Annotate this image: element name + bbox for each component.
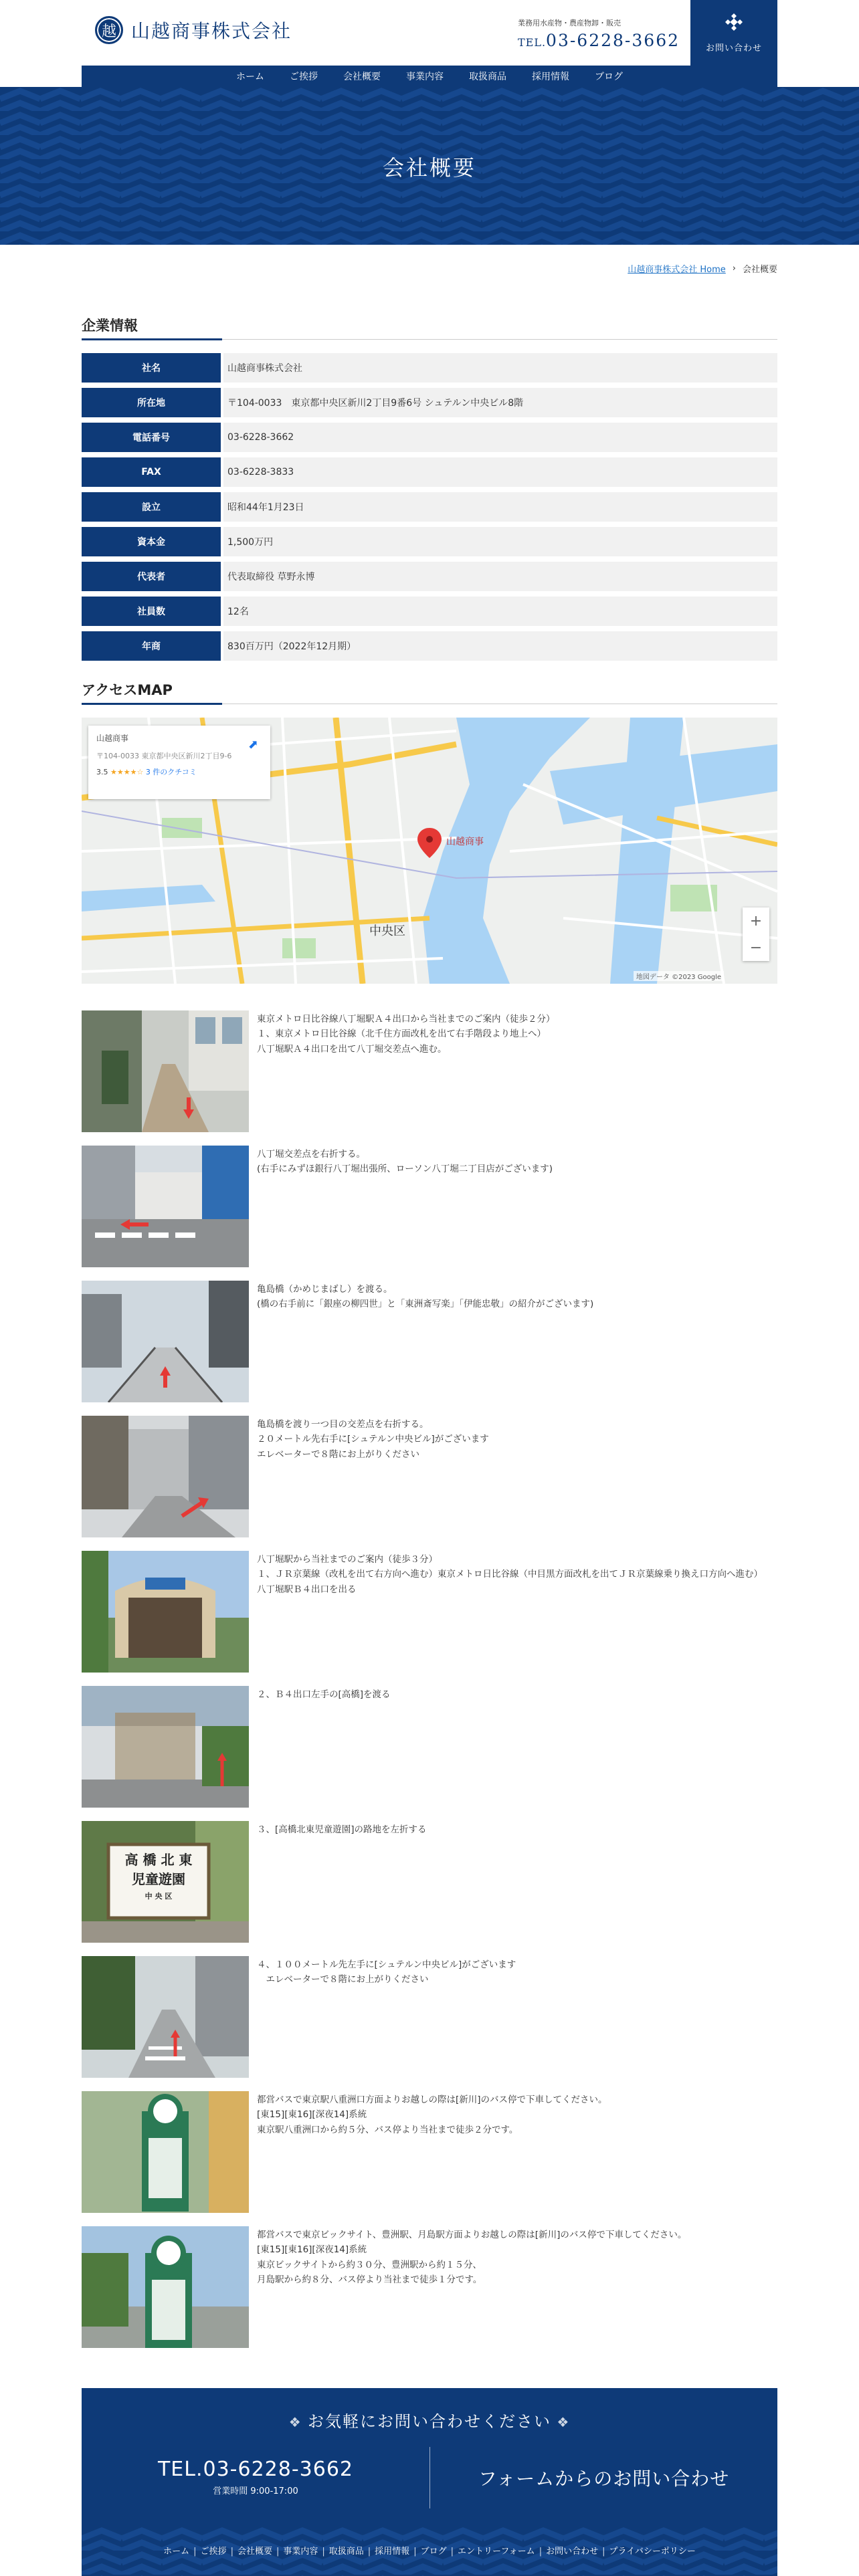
contact-cta: [82, 2388, 777, 2527]
direction-step: [82, 1416, 777, 1537]
step-photo: [82, 1821, 249, 1943]
step-text: ４、１００メートル先左手に[シュテルン中央ビル]がございます エレベーターで８階にお上がりください: [257, 1959, 516, 1985]
step-text: 八丁堀交差点を右折する。 (右手にみずほ銀行八丁堀出張所、ローソン八丁堀二丁目店がございます): [257, 1149, 553, 1175]
footer-separator: |: [602, 2547, 605, 2557]
info-label: 社員数: [82, 597, 221, 626]
step-photo: [82, 1281, 249, 1402]
step-text: 都営バスで東京駅八重洲口方面よりお越しの際は[新川]のバス停で下車してください。 [東15][東16][深夜14]系統 東京駅八重洲口から約５分、バス停より当社まで徒歩２分です。: [257, 2095, 607, 2135]
header-tel[interactable]: [518, 31, 680, 50]
footer-separator: |: [322, 2547, 325, 2557]
nav-company[interactable]: 会社概要: [343, 72, 381, 82]
page-title: 会社概要: [382, 155, 476, 181]
contact-button-label: お問い合わせ: [705, 43, 762, 53]
cta-tel-block[interactable]: [82, 2458, 430, 2496]
breadcrumb: [82, 245, 777, 285]
step-photo: [82, 1146, 249, 1267]
info-label: 代表者: [82, 562, 221, 591]
cta-title-text: お気軽にお問い合わせください: [308, 2412, 551, 2431]
info-label: 社名: [82, 353, 221, 383]
cta-hours: 営業時間 9:00-17:00: [213, 2486, 298, 2496]
direction-step: [82, 1821, 777, 1943]
nav-recruit[interactable]: 採用情報: [532, 72, 569, 82]
footer-separator: |: [413, 2547, 417, 2557]
chevron-right-icon: ›: [732, 263, 736, 274]
step-photo: [82, 1416, 249, 1537]
site-footer: [82, 2527, 777, 2576]
map-district-label: 中央区: [369, 924, 405, 938]
info-row: [82, 597, 777, 626]
info-value: 〒104-0033 東京都中央区新川2丁目9番6号 シュテルン中央ビル8階: [223, 388, 777, 417]
tel-prefix: TEL.: [517, 36, 547, 49]
info-label: 所在地: [82, 388, 221, 417]
header-tagline: 業務用水産物・農産物卸・販売: [517, 19, 621, 27]
footer-separator: |: [230, 2547, 233, 2557]
access-title: アクセスMAP: [82, 679, 777, 704]
nav-home[interactable]: ホーム: [236, 72, 264, 82]
footer-separator: |: [367, 2547, 371, 2557]
footer-link[interactable]: 事業内容: [283, 2547, 318, 2557]
step-photo: [82, 1010, 249, 1132]
zoom-in-button[interactable]: +: [749, 912, 763, 930]
direction-step: [82, 1956, 777, 2078]
cta-form-link[interactable]: フォームからのお問い合わせ: [478, 2468, 730, 2490]
footer-separator: |: [450, 2547, 454, 2557]
step-text: 亀島橋を渡り一つ目の交差点を右折する。 ２０メートル先右手に[シュテルン中央ビル]がございます エレベーターで８階にお上がりください: [257, 1419, 489, 1460]
direction-step: [82, 1010, 777, 1132]
info-row: [82, 527, 777, 556]
cta-tel: TEL.03-6228-3662: [157, 2458, 354, 2481]
footer-link[interactable]: ホーム: [163, 2547, 190, 2557]
nav-business[interactable]: 事業内容: [406, 72, 444, 82]
map-rating-value: 3.5: [96, 768, 108, 776]
map-place-card[interactable]: [88, 726, 270, 799]
diamond-ornament-icon: ❖: [551, 2414, 571, 2430]
info-row: [82, 631, 777, 661]
google-map[interactable]: [82, 718, 777, 984]
map-zoom-control: [743, 907, 769, 961]
page-hero: [0, 87, 859, 245]
info-value: 830百万円（2022年12月期）: [223, 631, 777, 661]
sign-line: 児童遊園: [132, 1871, 185, 1887]
info-row: [82, 388, 777, 417]
info-row: [82, 562, 777, 591]
info-label: 設立: [82, 492, 221, 522]
header-contact-button[interactable]: [690, 0, 777, 66]
nav-greeting[interactable]: ご挨拶: [290, 72, 318, 82]
footer-separator: |: [193, 2547, 197, 2557]
info-value: 1,500万円: [223, 527, 777, 556]
info-value: 03-6228-3662: [223, 423, 777, 452]
directions-steps: [82, 1010, 777, 2348]
cta-title: [82, 2408, 777, 2432]
company-info-title: 企業情報: [82, 315, 777, 340]
step-text: ３、[高橋北東児童遊園]の路地を左折する: [257, 1824, 427, 1835]
site-logo[interactable]: [95, 16, 292, 44]
header-tel-block: [518, 0, 690, 66]
direction-step: [82, 2091, 777, 2213]
footer-link[interactable]: ご挨拶: [200, 2547, 227, 2557]
step-photo: [82, 2226, 249, 2348]
company-info-table: [82, 353, 777, 661]
map-rating: [96, 766, 262, 777]
access-section: [82, 679, 777, 984]
star-rating-icon: ★★★★☆: [110, 768, 144, 776]
sign-line: 高 橋 北 東: [124, 1852, 193, 1868]
sign-line: 中 央 区: [145, 1892, 173, 1901]
company-name: 山越商事株式会社: [131, 20, 292, 42]
footer-link[interactable]: エントリーフォーム: [457, 2547, 535, 2557]
site-header: [82, 0, 777, 66]
step-text: ２、Ｂ４出口左手の[高橋]を渡る: [257, 1689, 391, 1700]
company-info-section: [82, 315, 777, 661]
step-photo: [82, 2091, 249, 2213]
info-value: 12名: [223, 597, 777, 626]
info-value: 03-6228-3833: [223, 457, 777, 487]
tel-number: 03-6228-3662: [546, 31, 680, 50]
map-reviews-link[interactable]: 3 件のクチコミ: [145, 768, 197, 776]
footer-links: [82, 2544, 777, 2557]
direction-step: [82, 2226, 777, 2348]
step-text: 都営バスで東京ビックサイト、豊洲駅、月島駅方面よりお越しの際は[新川]のバス停で下車してください。 [東15][東16][深夜14]系統 東京ビックサイトから約３０分、豊洲駅から約１５分、 月島駅から約８分、バス停より当社まで徒歩１分です。: [257, 2230, 687, 2285]
park-sign-text: [111, 1849, 206, 1901]
info-label: 資本金: [82, 527, 221, 556]
info-row: [82, 423, 777, 452]
direction-step: [82, 1146, 777, 1267]
footer-link[interactable]: プライバシーポリシー: [609, 2547, 696, 2557]
diamond-ornament-icon: ❖: [288, 2414, 308, 2430]
breadcrumb-home[interactable]: 山越商事株式会社 Home: [628, 264, 726, 275]
footer-link[interactable]: 取扱商品: [328, 2547, 364, 2557]
global-nav: [82, 66, 777, 87]
info-value: 山越商事株式会社: [223, 353, 777, 383]
map-place-address: 〒104-0033 東京都中央区新川2丁目9-6: [96, 752, 232, 760]
zoom-out-button[interactable]: −: [749, 939, 763, 956]
step-photo: [82, 1551, 249, 1673]
footer-link[interactable]: ブログ: [420, 2547, 447, 2557]
map-place-name: 山越商事: [96, 734, 129, 743]
logo-mark: 越: [95, 16, 123, 44]
footer-link[interactable]: 会社概要: [237, 2547, 272, 2557]
breadcrumb-current: 会社概要: [742, 264, 777, 275]
nav-blog[interactable]: ブログ: [595, 72, 623, 82]
map-marker-label: 山越商事: [446, 837, 484, 847]
direction-step: [82, 1281, 777, 1402]
directions-icon[interactable]: ⬈: [248, 738, 258, 752]
info-value: 代表取締役 草野永博: [223, 562, 777, 591]
info-label: FAX: [82, 457, 221, 487]
info-row: [82, 353, 777, 383]
map-attribution: 地図データ ©2023 Google: [634, 971, 724, 981]
step-text: 東京メトロ日比谷線八丁堀駅Ａ４出口から当社までのご案内（徒歩２分） １、東京メトロ日比谷線（北千住方面改札を出て右手階段より地上へ） 八丁堀駅Ａ４出口を出て八丁堀交差点へ進む。: [257, 1014, 555, 1055]
info-value: 昭和44年1月23日: [223, 492, 777, 522]
footer-link[interactable]: お問い合わせ: [546, 2547, 599, 2557]
info-row: [82, 492, 777, 522]
step-photo: [82, 1956, 249, 2078]
nav-products[interactable]: 取扱商品: [469, 72, 506, 82]
step-photo: [82, 1686, 249, 1808]
direction-step: [82, 1686, 777, 1808]
footer-link[interactable]: 採用情報: [375, 2547, 410, 2557]
direction-step: [82, 1551, 777, 1673]
info-label: 年商: [82, 631, 221, 661]
info-label: 電話番号: [82, 423, 221, 452]
step-text: 八丁堀駅から当社までのご案内（徒歩３分） １、ＪＲ京葉線（改札を出て右方向へ進む）東京メトロ日比谷線（中目黒方面改札を出てＪＲ京葉線乗り換え口方向へ進む） 八丁堀駅Ｂ４出口を出る: [257, 1554, 763, 1595]
footer-separator: |: [539, 2547, 543, 2557]
envelope-icon: [724, 12, 744, 35]
step-text: 亀島橋（かめじまばし）を渡る。 (橋の右手前に「銀座の柳四世」と「東洲斎写楽」「伊能忠敬」の紹介がございます): [257, 1284, 594, 1310]
info-row: [82, 457, 777, 487]
footer-separator: |: [276, 2547, 280, 2557]
